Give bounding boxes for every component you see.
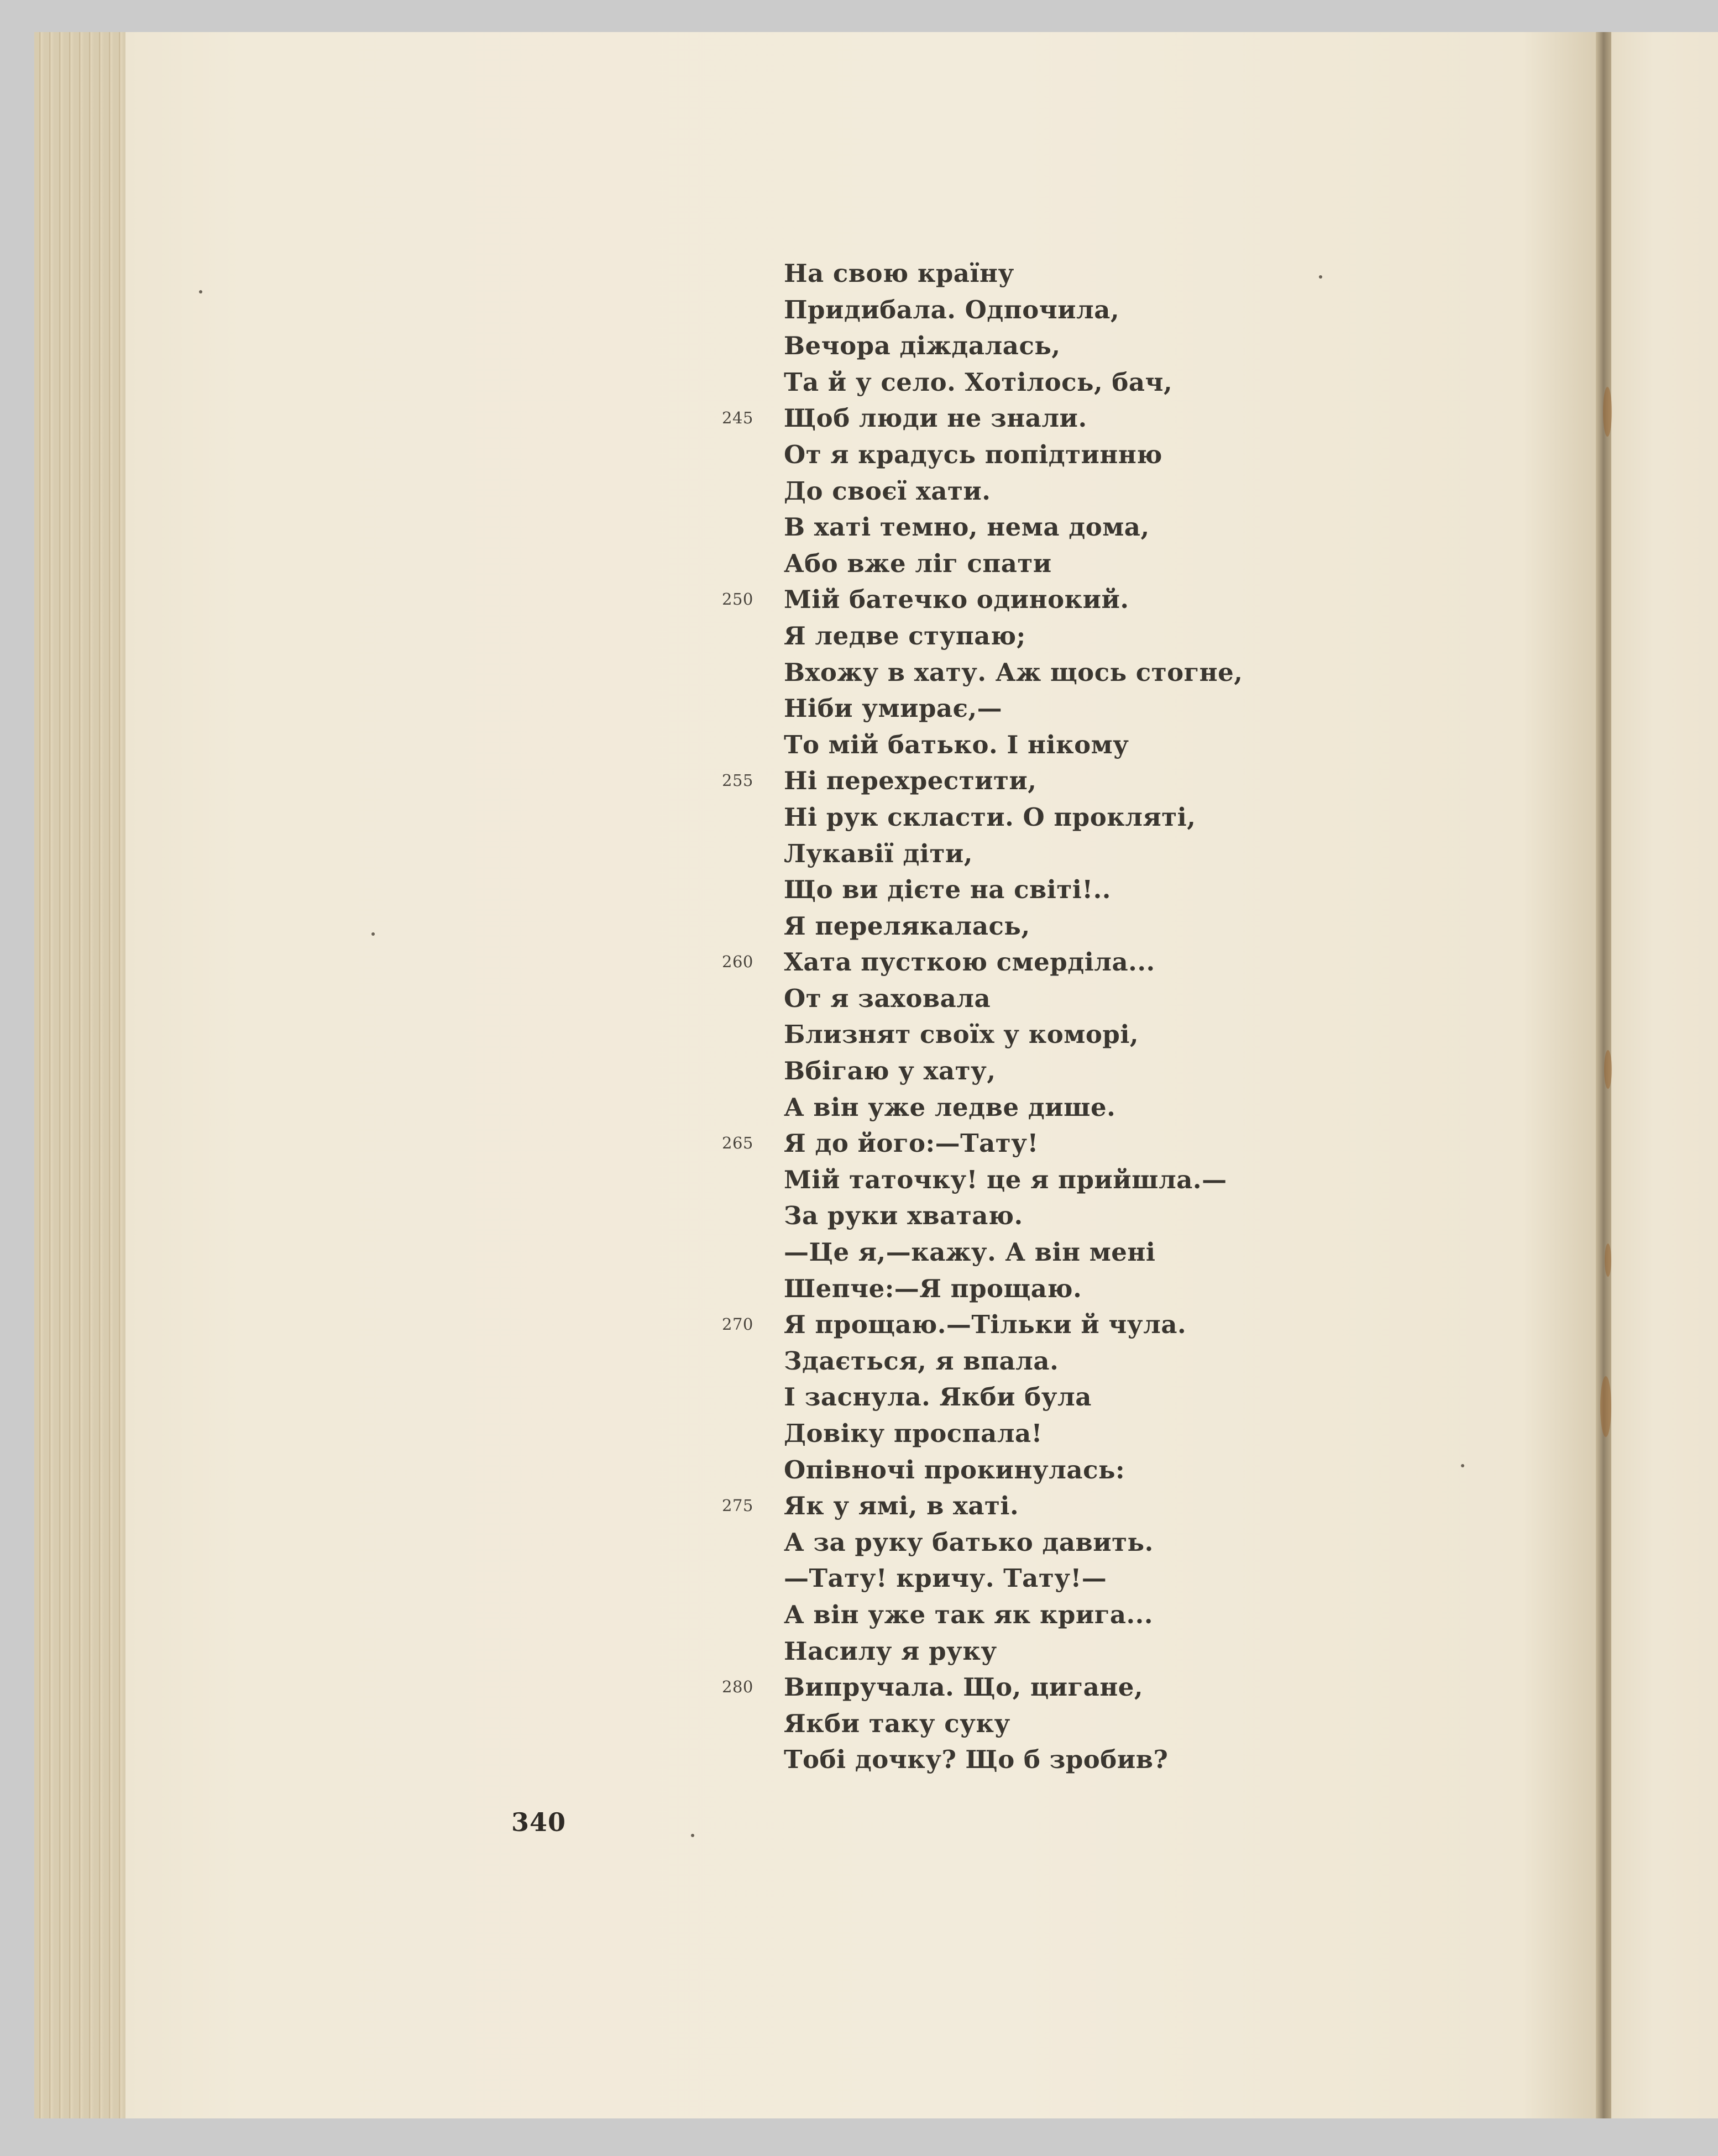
- line-text: Довіку проспала!: [784, 1419, 1043, 1448]
- line-number: 245: [722, 408, 753, 428]
- poem-line: [784, 1560, 1243, 1597]
- line-text: Вбігаю у хату,: [784, 1056, 996, 1086]
- poem-line: [784, 437, 1243, 473]
- line-number: 260: [722, 952, 753, 972]
- poem-line: [784, 690, 1243, 727]
- paper-speck: [691, 1834, 694, 1837]
- line-text: Я прощаю.—Тільки й чула.: [784, 1310, 1187, 1340]
- line-text: Та й у село. Хотілось, бач,: [784, 367, 1173, 397]
- poem-line: [784, 1198, 1243, 1234]
- line-number: 275: [722, 1496, 753, 1515]
- poem-line: [784, 727, 1243, 763]
- poem-line: [784, 509, 1243, 545]
- line-text: От я крадусь попідтинню: [784, 439, 1162, 469]
- stain-mark: [1605, 1244, 1611, 1277]
- poem-line: [784, 1089, 1243, 1126]
- poem-line: [784, 1597, 1243, 1633]
- line-text: До своєї хати.: [784, 476, 991, 506]
- line-text: Як у ямі, в хаті.: [784, 1491, 1019, 1521]
- line-text: Вхожу в хату. Аж щось стогне,: [784, 657, 1243, 687]
- poem-line: [784, 908, 1243, 945]
- poem-line: [722, 400, 1243, 437]
- poem-line: [784, 1016, 1243, 1053]
- poem-line: [784, 473, 1243, 510]
- line-text: Мій батечко одинокий.: [784, 585, 1129, 615]
- line-number: 280: [722, 1677, 753, 1697]
- line-text: Що ви дієте на світі!..: [784, 875, 1111, 905]
- poem-line: [784, 1706, 1243, 1742]
- poem-line: [784, 872, 1243, 908]
- line-text: Придибала. Одпочила,: [784, 295, 1120, 324]
- poem-line: [784, 328, 1243, 364]
- line-text: Я до його:—Тату!: [784, 1129, 1039, 1158]
- line-text: За руки хватаю.: [784, 1201, 1023, 1231]
- poem-line: [784, 1234, 1243, 1271]
- poem-line: [722, 581, 1243, 618]
- line-text: Якби таку суку: [784, 1708, 1010, 1738]
- stain-mark: [1604, 1050, 1612, 1089]
- poem-line: [784, 980, 1243, 1017]
- poem-line: [722, 1125, 1243, 1162]
- paper-speck: [371, 932, 375, 936]
- page-number: 340: [511, 1807, 567, 1837]
- line-text: Шепче:—Я прощаю.: [784, 1273, 1082, 1303]
- stain-mark: [1603, 387, 1612, 437]
- poem-line: [784, 1162, 1243, 1198]
- poem-line: [784, 1741, 1243, 1778]
- poem-line: [722, 1669, 1243, 1706]
- line-number: 255: [722, 771, 753, 790]
- line-text: Ні перехрестити,: [784, 766, 1037, 796]
- line-text: А він уже ледве дише.: [784, 1092, 1116, 1122]
- line-text: Хата пусткою смерділа...: [784, 947, 1155, 977]
- poem-line: [722, 1307, 1243, 1343]
- line-text: На свою країну: [784, 259, 1014, 288]
- line-text: То мій батько. І нікому: [784, 730, 1129, 759]
- line-text: І заснула. Якби була: [784, 1382, 1092, 1412]
- line-text: Опівночі прокинулась:: [784, 1455, 1125, 1484]
- stain-mark: [1600, 1376, 1611, 1437]
- paper-speck: [1319, 275, 1322, 279]
- line-text: Насилу я руку: [784, 1636, 997, 1666]
- paper-speck: [199, 290, 202, 293]
- line-text: —Це я,—кажу. А він мені: [784, 1237, 1156, 1267]
- poem-text: [722, 255, 1243, 1778]
- line-text: Щоб люди не знали.: [784, 403, 1087, 433]
- line-text: Я ледве ступаю;: [784, 621, 1026, 651]
- line-text: Ні рук скласти. О прокляті,: [784, 802, 1196, 832]
- line-text: А за руку батько давить.: [784, 1527, 1154, 1557]
- line-text: Здається, я впала.: [784, 1346, 1059, 1376]
- line-number: 270: [722, 1315, 753, 1334]
- line-text: Випручала. Що, цигане,: [784, 1672, 1144, 1702]
- book-page-edges: [34, 32, 127, 2118]
- poem-line: [784, 1452, 1243, 1488]
- poem-line: [784, 364, 1243, 401]
- line-text: Ніби умирає,—: [784, 694, 1003, 723]
- line-text: От я заховала: [784, 983, 991, 1013]
- poem-line: [784, 545, 1243, 582]
- poem-line: [784, 1343, 1243, 1379]
- line-text: Близнят своїх у коморі,: [784, 1020, 1139, 1050]
- poem-line: [784, 1053, 1243, 1089]
- poem-line: [784, 618, 1243, 654]
- line-text: Лукавії діти,: [784, 838, 973, 868]
- poem-line: [722, 1488, 1243, 1524]
- poem-line: [784, 292, 1243, 328]
- line-text: Я перелякалась,: [784, 911, 1030, 941]
- poem-line: [784, 1633, 1243, 1670]
- line-text: Мій таточку! це я прийшла.—: [784, 1164, 1227, 1194]
- line-text: А він уже так як крига...: [784, 1599, 1154, 1629]
- facing-page-edge: [1611, 32, 1718, 2118]
- poem-line: [784, 1524, 1243, 1561]
- line-number: 265: [722, 1134, 753, 1153]
- poem-line: [784, 1415, 1243, 1452]
- line-text: Тобі дочку? Що б зробив?: [784, 1745, 1169, 1775]
- poem-line: [784, 654, 1243, 691]
- line-text: Або вже ліг спати: [784, 548, 1052, 578]
- poem-line: [784, 1271, 1243, 1307]
- poem-line: [784, 799, 1243, 836]
- poem-line: [784, 1379, 1243, 1415]
- poem-line: [784, 836, 1243, 872]
- line-text: Вечора діждалась,: [784, 331, 1061, 361]
- poem-line: [722, 763, 1243, 799]
- line-text: В хаті темно, нема дома,: [784, 512, 1150, 542]
- poem-line: [722, 944, 1243, 980]
- paper-speck: [1461, 1464, 1464, 1467]
- poem-line: [784, 255, 1243, 292]
- line-number: 250: [722, 590, 753, 609]
- line-text: —Тату! кричу. Тату!—: [784, 1564, 1107, 1593]
